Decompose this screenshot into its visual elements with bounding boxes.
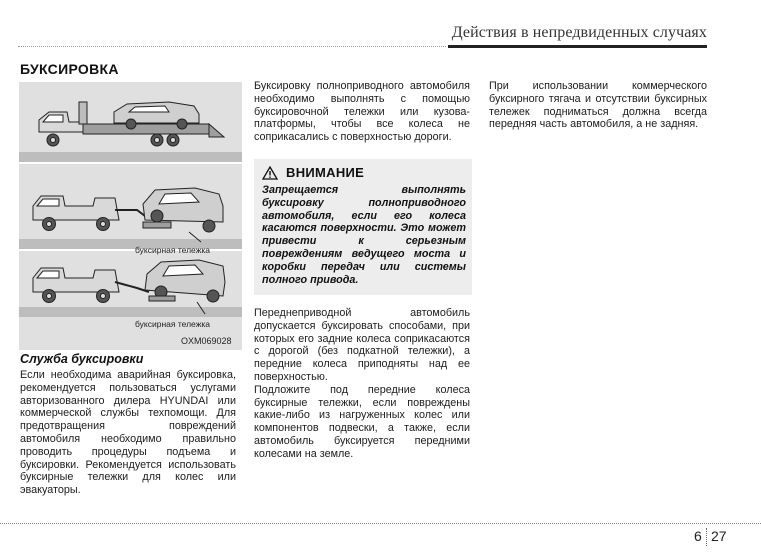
warning-title: ВНИМАНИЕ xyxy=(286,165,365,180)
dolly-label: буксирная тележка xyxy=(135,245,211,255)
suv-icon xyxy=(143,188,223,242)
dolly-paragraph: Подложите под передние колеса буксирные тележки, если повреждены какие-либо из нагруженных колес или компонентов подвески, а также, если автомобиль буксируется передними колесами на земле. xyxy=(254,383,470,460)
commercial-text-column xyxy=(489,80,707,131)
section-title: БУКСИРОВКА xyxy=(20,61,119,77)
suv-icon xyxy=(145,260,225,314)
header-rule xyxy=(448,45,707,48)
service-paragraph: Если необходима аварийная буксировка, рекомендуется пользоваться услугами авторизованного дилера HYUNDAI или коммерческой службы техпомощи. Для предотвращения повреждений автомобиля необходимо правильно проводить процедуры подъема и буксировки. Рекомендуется использовать буксирные тележки для колес или эвакуаторы. xyxy=(20,369,236,497)
header-dotted-rule xyxy=(18,46,446,47)
towing-illustration-graphic xyxy=(19,82,242,350)
warning-triangle-icon xyxy=(262,166,278,180)
service-heading: Служба буксировки xyxy=(20,352,144,366)
figure-code: OXM069028 xyxy=(181,336,232,346)
footer-dotted-rule xyxy=(0,523,761,524)
page-separator xyxy=(706,528,707,546)
fwd-text-column xyxy=(254,307,470,461)
dolly-label: буксирная тележка xyxy=(135,319,211,329)
warning-box xyxy=(254,159,472,295)
service-text-column xyxy=(20,369,236,497)
warning-header xyxy=(262,165,364,180)
tow-truck-icon xyxy=(33,196,145,231)
towing-illustration xyxy=(19,82,242,350)
header-title: Действия в непредвиденных случаях xyxy=(451,24,707,41)
commercial-paragraph: При использовании коммерческого буксирного тягача и отсутствии буксирных тележек подниматься должна всегда передняя часть автомобиля, а не задняя. xyxy=(489,80,707,131)
awd-text-column xyxy=(254,80,470,144)
tow-truck-icon xyxy=(33,268,149,303)
page-number: 27 xyxy=(711,528,727,544)
fwd-paragraph: Переднеприводной автомобиль допускается буксировать способами, при которых его задние колеса соприкасаются с дорогой (без подкатной тележки), а передние колеса приподняты над ее поверхностью. xyxy=(254,307,470,383)
awd-intro-paragraph: Буксировку полноприводного автомобиля необходимо выполнять с помощью буксировочной тележки или кузова-платформы, чтобы все колеса не соприкасались с поверхностью дороги. xyxy=(254,80,470,144)
chapter-number: 6 xyxy=(694,528,702,544)
warning-text: Запрещается выполнять буксировку полноприводного автомобиля, если его колеса касаются поверхности. Это может привести к серьезным повреждениям ведущего моста и коробки передач или системы полного привода. xyxy=(262,184,466,286)
